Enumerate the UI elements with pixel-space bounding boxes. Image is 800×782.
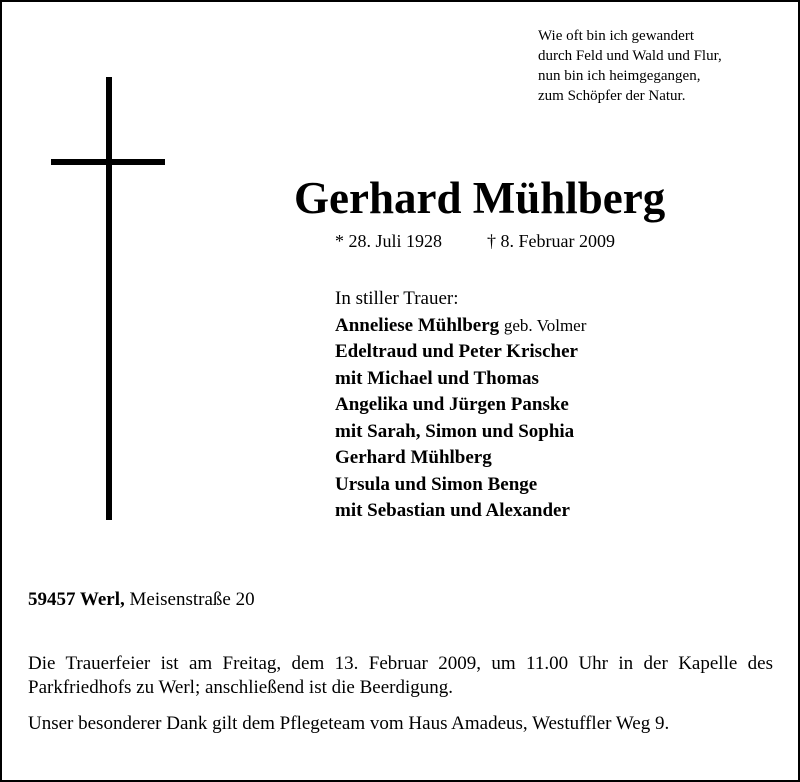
mourner-line: mit Michael und Thomas [335, 367, 539, 389]
mourners-intro: In stiller Trauer: [335, 288, 459, 309]
poem-line: zum Schöpfer der Natur. [538, 88, 686, 104]
mourners-list [335, 286, 586, 525]
mourner-line: mit Sarah, Simon und Sophia [335, 420, 575, 442]
poem-line: Wie oft bin ich gewandert [538, 28, 695, 44]
mourner-line: Ursula und Simon Benge [335, 473, 538, 495]
cross-horizontal-bar [51, 159, 165, 165]
mourner-line [335, 313, 586, 340]
mourner-name: Anneliese Mühlberg [335, 314, 500, 336]
poem [538, 26, 722, 106]
address-street: Meisenstraße 20 [129, 589, 255, 610]
funeral-notice: Die Trauerfeier ist am Freitag, dem 13. Februar 2009, um 11.00 Uhr in der Kapelle des Parkfriedhofs zu Werl; anschließend ist die Beerdigung. [28, 653, 773, 698]
mourner-line: Gerhard Mühlberg [335, 447, 492, 468]
mourner-line: Angelika und Jürgen Panske [335, 394, 569, 415]
deceased-name: Gerhard Mühlberg [294, 173, 666, 223]
poem-line: nun bin ich heimgegangen, [538, 68, 701, 84]
life-dates [335, 229, 615, 253]
mourner-line: mit Sebastian und Alexander [335, 500, 570, 521]
mourner-line: Edeltraud und Peter Krischer [335, 341, 578, 362]
thanks-notice: Unser besonderer Dank gilt dem Pflegeteam vom Haus Amadeus, Westuffler Weg 9. [28, 713, 670, 734]
birth-date: * 28. Juli 1928 [335, 231, 443, 251]
poem-line: durch Feld und Wald und Flur, [538, 48, 722, 64]
address [28, 588, 255, 612]
death-date: † 8. Februar 2009 [487, 231, 615, 251]
cross-vertical-bar [106, 77, 112, 520]
mourner-maiden-name: geb. Volmer [503, 315, 587, 335]
address-city: 59457 Werl, [28, 589, 125, 610]
